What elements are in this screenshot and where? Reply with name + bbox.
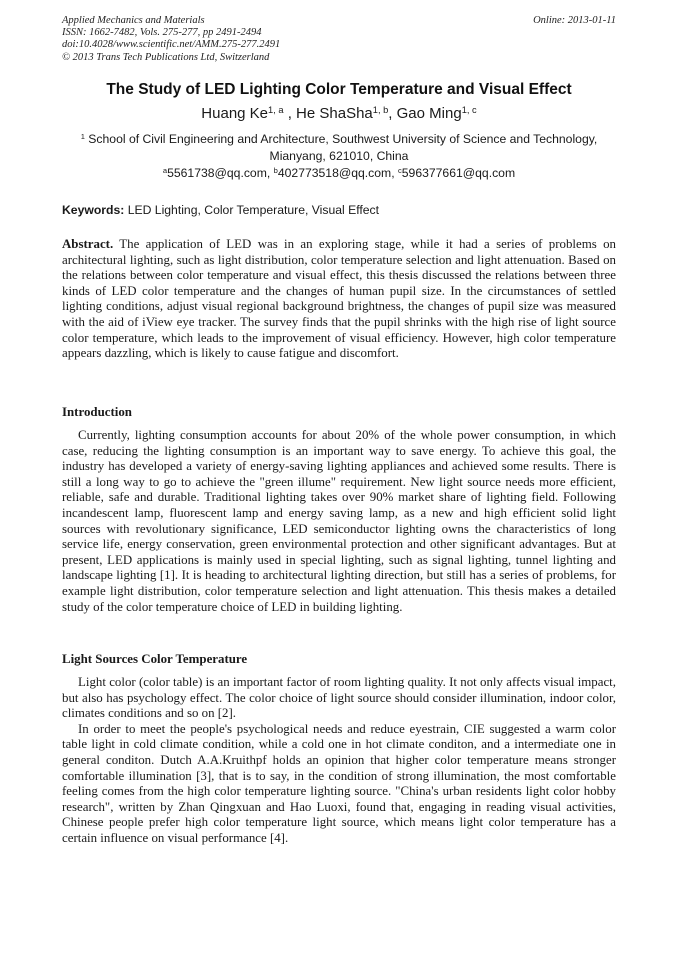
affiliation-line: School of Civil Engineering and Architecture, Southwest University of Science and Technology, (88, 132, 598, 146)
affiliation-line: Mianyang, 621010, China (269, 149, 409, 163)
keywords (62, 202, 616, 219)
author-superscript: 1, a (268, 104, 284, 115)
abstract-text: The application of LED was in an exploring stage, while it had a series of problems on architectural lighting, such as light distribution, color temperature selection and light attenuation. Based on the relations between color temperature and visual effect, this thesis discussed the relations between three kinds of LED color temperature and the changes of human pupil size. In the circumstances of settled lighting conditions, adjust visual regional background brightness, the changes of pupil size was measured with the aid of iView eye tracker. The survey finds that the pupil shrinks with the high rise of light source color temperature, which leads to the improvement of visual efficiency. However, high color temperature appears dazzling, which is likely to cause fatigue and discomfort. (62, 237, 616, 361)
author-name: Huang Ke (201, 105, 269, 122)
paragraph: Light color (color table) is an important factor of room lighting quality. It not only affects visual impact, but also has psychology effect. The color choice of light source should consider illumination, indoor color, climates conditions and so on [2]. (62, 675, 616, 721)
email-address: 402773518@qq.com (277, 166, 392, 180)
author-list: Huang Ke$^{1, a}$ , He ShaSha$^{1, b}$, Gao Ming$^{1, c}$ (201, 104, 477, 122)
author-name: He ShaSha (296, 105, 373, 122)
abstract-label: Abstract. (62, 237, 114, 251)
journal-header (62, 15, 616, 64)
affiliation-superscript: 1 (80, 131, 85, 141)
email-address: 5561738@qq.com (167, 166, 267, 180)
author-name: Gao Ming (396, 105, 462, 122)
journal-name: Applied Mechanics and Materials (62, 15, 205, 26)
email-list: $^a$5561738@qq.com, $^b$402773518@qq.com, $^c$596377661@qq.com (162, 165, 516, 180)
email-address: 596377661@qq.com (401, 166, 516, 180)
doi-line: doi:10.4028/www.scientific.net/AMM.275-277.2491 (62, 39, 281, 51)
section-heading-light-sources: Light Sources Color Temperature (62, 652, 248, 666)
paragraph: In order to meet the people's psychological needs and reduce eyestrain, CIE suggested a warm color table light in cold climate condition, while a cold one in hot climate conditon, and a intermediate one in general conditon. Dutch A.A.Kruithpf holds an opinion that higher color temperature means stronger comfortable illumination [3], that is to say, in the condition of strong illumination, the most comfortable feeling comes from the high color temperature lighting source. "China's urban residents light color hobby research", written by Zhan Qingxuan and Hao Luoxi, found that, engaging in reading visual activities, Chinese people prefer high color temperature light source, which means light color temperature has a certain influence on visual performance [4]. (62, 721, 616, 845)
paper-title: The Study of LED Lighting Color Temperature and Visual Effect (106, 81, 572, 98)
online-date: Online: 2013-01-11 (533, 15, 616, 26)
paragraph: Currently, lighting consumption accounts for about 20% of the whole power consumption, in which case, reducing the lighting consumption is an important way to save energy. To achieve this goal, the industry has developed a variety of energy-saving lighting appliances and achieved some results. There is still a long way to go to achieve the "green illume" requirement. New light source needs more efficient, reliable, safe and durable. Traditional lighting takes over 90% market share of lighting field. Following incandescent lamp, fluorescent lamp and energy saving lamp, as a new and high efficient solid light sources with revolutionary significance, LED semiconductor lighting owns the characteristics of long service life, energy conservation, green environmental protection and other significant advantages. But at present, LED applications is mainly used in special lighting, such as signal lighting, tunnel lighting and landscape lighting [1]. It is heading to architectural lighting direction, but still has a series of problems, for example light distribution, color temperature selection and light attenuation. This thesis makes a detailed study of the color temperature choice of LED in building lighting. (62, 428, 616, 614)
email-superscript: b (273, 165, 278, 175)
author-superscript: 1, c (461, 104, 477, 115)
section-introduction (62, 428, 616, 615)
issn-line: ISSN: 1662-7482, Vols. 275-277, pp 2491-2494 (62, 27, 262, 39)
keywords-text: LED Lighting, Color Temperature, Visual Effect (127, 203, 380, 217)
abstract (62, 237, 616, 362)
copyright-line: © 2013 Trans Tech Publications Ltd, Switzerland (62, 51, 270, 63)
email-superscript: a (162, 165, 168, 175)
author-superscript: 1, b (372, 104, 389, 115)
affiliation (62, 131, 616, 165)
email-superscript: c (397, 165, 402, 175)
section-light-sources (62, 675, 616, 847)
section-heading-introduction: Introduction (62, 405, 132, 419)
keywords-label: Keywords: (62, 203, 125, 217)
